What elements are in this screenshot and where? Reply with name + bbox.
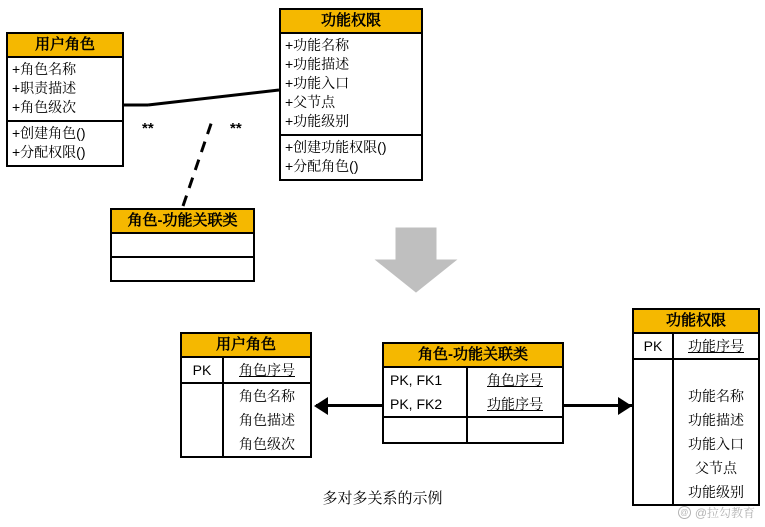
uml-empty-section [112,258,253,280]
db-table-body [182,358,310,456]
db-key-cell [634,432,672,456]
db-key-column [384,368,468,442]
db-pk-field [468,392,562,418]
db-field [674,360,758,384]
db-table-title: 角色-功能关联类 [384,344,562,368]
db-field: 角色描述 [239,412,295,428]
uml-class-func-perm [279,8,423,181]
copyright-icon: @ [678,506,691,519]
uml-class-title: 功能权限 [281,10,421,34]
uml-operation: +分配权限() [12,144,86,160]
transformation-arrow [376,228,456,292]
db-key-column [634,334,674,504]
uml-operation: +创建功能权限() [285,139,387,155]
uml-class-user-role [6,32,124,167]
uml-attribute: +功能级别 [285,113,350,129]
uml-association-class [110,208,255,282]
uml-attributes [8,58,122,122]
watermark [678,504,755,521]
uml-operation: +分配角色() [285,158,359,174]
db-field: 功能描述 [688,412,744,428]
uml-attribute: +角色级次 [12,99,77,115]
multiplicity-right: ** [230,120,242,137]
uml-empty-section [112,234,253,258]
db-pk-field-label: 功能序号 [688,338,744,354]
db-key-header: PK [182,358,222,384]
uml-attribute: +职责描述 [12,80,77,96]
db-field [468,418,562,442]
db-key-cell [634,384,672,408]
db-key-cell [182,408,222,432]
db-table-title: 用户角色 [182,334,310,358]
db-field: 功能级别 [688,484,744,500]
db-table-association [382,342,564,444]
uml-operation: +创建角色() [12,125,86,141]
db-field: 父节点 [695,460,737,476]
arrow-head-right [618,397,632,415]
db-field: 角色名称 [239,388,295,404]
db-table-body [634,334,758,504]
db-table-body [384,368,562,442]
uml-attribute: +功能描述 [285,56,350,72]
uml-operations [281,136,421,179]
diagram-caption: 多对多关系的示例 [322,490,443,507]
uml-class-title: 角色-功能关联类 [112,210,253,234]
uml-attribute: +父节点 [285,94,336,110]
watermark-label: @拉勾教育 [694,506,755,520]
db-pk-field-label: 角色序号 [239,362,295,378]
db-pk-field [674,334,758,360]
uml-attributes [281,34,421,136]
db-field-column [468,368,562,442]
db-table-user-role [180,332,312,458]
db-key-cell: PK, FK2 [384,392,466,418]
db-key-cell [634,360,672,384]
db-pk-field [224,358,310,384]
db-pk-field-label: 功能序号 [487,396,543,412]
uml-attribute: +功能名称 [285,37,350,53]
db-key-cell [182,384,222,408]
db-table-title: 功能权限 [634,310,758,334]
uml-class-title: 用户角色 [8,34,122,58]
uml-attribute: +功能入口 [285,75,350,91]
db-key-column [182,358,224,456]
db-key-cell [634,408,672,432]
uml-operations [8,122,122,165]
db-table-func-perm [632,308,760,506]
db-key-cell: PK, FK1 [390,372,443,388]
db-pk-field-label: 角色序号 [487,372,543,388]
db-key-header: PK [634,334,672,360]
db-pk-field [468,368,562,392]
db-field-column [674,334,758,504]
db-key-cell [384,418,466,442]
db-field: 功能名称 [688,388,744,404]
db-key-cell [182,432,222,456]
db-field: 功能入口 [688,436,744,452]
arrow-head-left [314,397,328,415]
uml-attribute: +角色名称 [12,61,77,77]
db-field: 角色级次 [239,436,295,452]
db-key-cell [634,456,672,480]
multiplicity-left: ** [142,120,154,137]
db-field-column [224,358,310,456]
